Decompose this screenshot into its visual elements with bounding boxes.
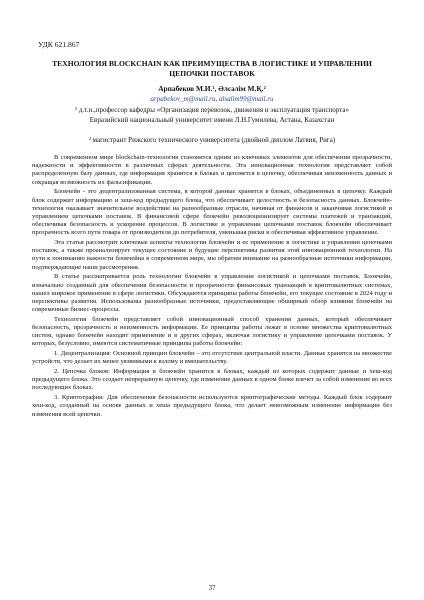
paragraph: Блокчейн - это децентрализованная система, в которой данные хранятся в блоках, объединенных в цепочку. Каждый блок содержит информацию и хеш-код предыдущего блока, что обеспечивает целостность и безопасность данных. Блокчейн-технология оказывает значительное воздействие на разнообразные отрасли, начиная от финансов и заканчивая логистикой и управлением цепочками поставок. В финансовой сфере блокчейн революционизирует системы платежей и транзакций, обеспечивая безопасность и ускорение процессов. В логистике и управлении цепочками поставок блокчейн обеспечивает прозрачность всего пути товара от производителя до потребителя, уменьшая риски и обеспечивая эффективное управление. [32,188,392,237]
article-body [32,154,392,420]
paragraph: Эта статья рассмотрит ключевые аспекты технологии блокчейн и ее применение в логистике и управлении цепочками поставок, а также проанализирует текущее состояние и будущие перспективы развития этой инновационной технологии. На пути к пониманию важности блокчейна в современном мире, мы обратим внимание на разнообразные источники информации, подтверждающие наши рассмотрения. [32,239,392,271]
author-list: Арпабеков М.И.¹, Әлсәлім М.Қ.² [158,84,266,93]
list-item: 2. Цепочка блоков: Информация в блокчейн хранится в блоках, каждый из которых содержит данные и хеш-код предыдущего блока. Это создает непрерывную цепочку, где изменение данных в одном блоке влечет за собой изменение во всех последующих блоках. [32,368,392,392]
list-item: 3. Криптография: Для обеспечения безопасности используются криптографические методы. Каждый блок содержит хеш-код, созданный на основе данных и хеша предыдущего блока, что делает невозможным изменение информации без изменения всей цепочки. [32,394,392,418]
affiliation-1: ¹ д.т.н.,профессор кафедры «Организация перевозок, движения и эксплуатация транспорта» Евразийский национальный университет имени Л.Н.Гумилева, Астана, Казахстан [75,106,349,124]
paper-title: ТЕХНОЛОГИЯ BLOCKCHAIN КАК ПРЕИМУЩЕСТВА В ЛОГИСТИКЕ И УПРАВЛЕНИИ ЦЕПОЧКИ ПОСТАВОК [52,59,372,78]
udk-code: УДК 621.867 [38,40,80,49]
affiliation-2: ² магистрант Рижского технического университета (двойной диплом Латвия, Рига) [88,136,336,144]
page-number: 37 [208,584,216,592]
author-emails[interactable]: arpabekov_m@mail.ru, alsalim99@mail.ru [150,95,274,103]
paragraph: В статье рассматривается роль технологии блокчейн в управлении логистикой и цепочками поставок. Блокчейн, изначально созданный для обеспечения безопасности и прозрачности финансовых транзакций в криптовалютных системах, нашел широкое применение в сфере логистики. Обсуждаются принципы работы блокчейн, его текущее состояние в 2024 году и перспективы развития. Использованы разнообразные источники, предоставляющие обширный обзор влияния блокчейн на современные бизнес-процессы. [32,273,392,314]
list-item: 1. Децентрализация: Основной принцип блокчейн – это отсутствие центральной власти. Данные хранятся на множестве устройств, что делает их менее уязвимыми к взлому и вмешательству. [32,350,392,366]
paragraph: Технология блокчейн представляет собой инновационный способ хранения данных, который обеспечивает безопасность, прозрачность и неизменность информации. Ее принципы работы лежат в основе множества криптовалютных систем, однако блокчейн находит применение и в других сферах, включая логистику и управление цепочками поставок. У которых, безусловно, имеются систематичные принципы работы блокчейн: [32,315,392,348]
paragraph: В современном мире blockchain-технология становится одним из ключевых элементов для обеспечения прозрачности, надежности и эффективности в различных сферах деятельности. Эта инновационная технология представляет собой распределенную базу данных, где информация хранится в блоках и цепляется в цепочку, обеспечивая неизменность данных и сокращая возможность их фальсификации. [32,154,392,186]
